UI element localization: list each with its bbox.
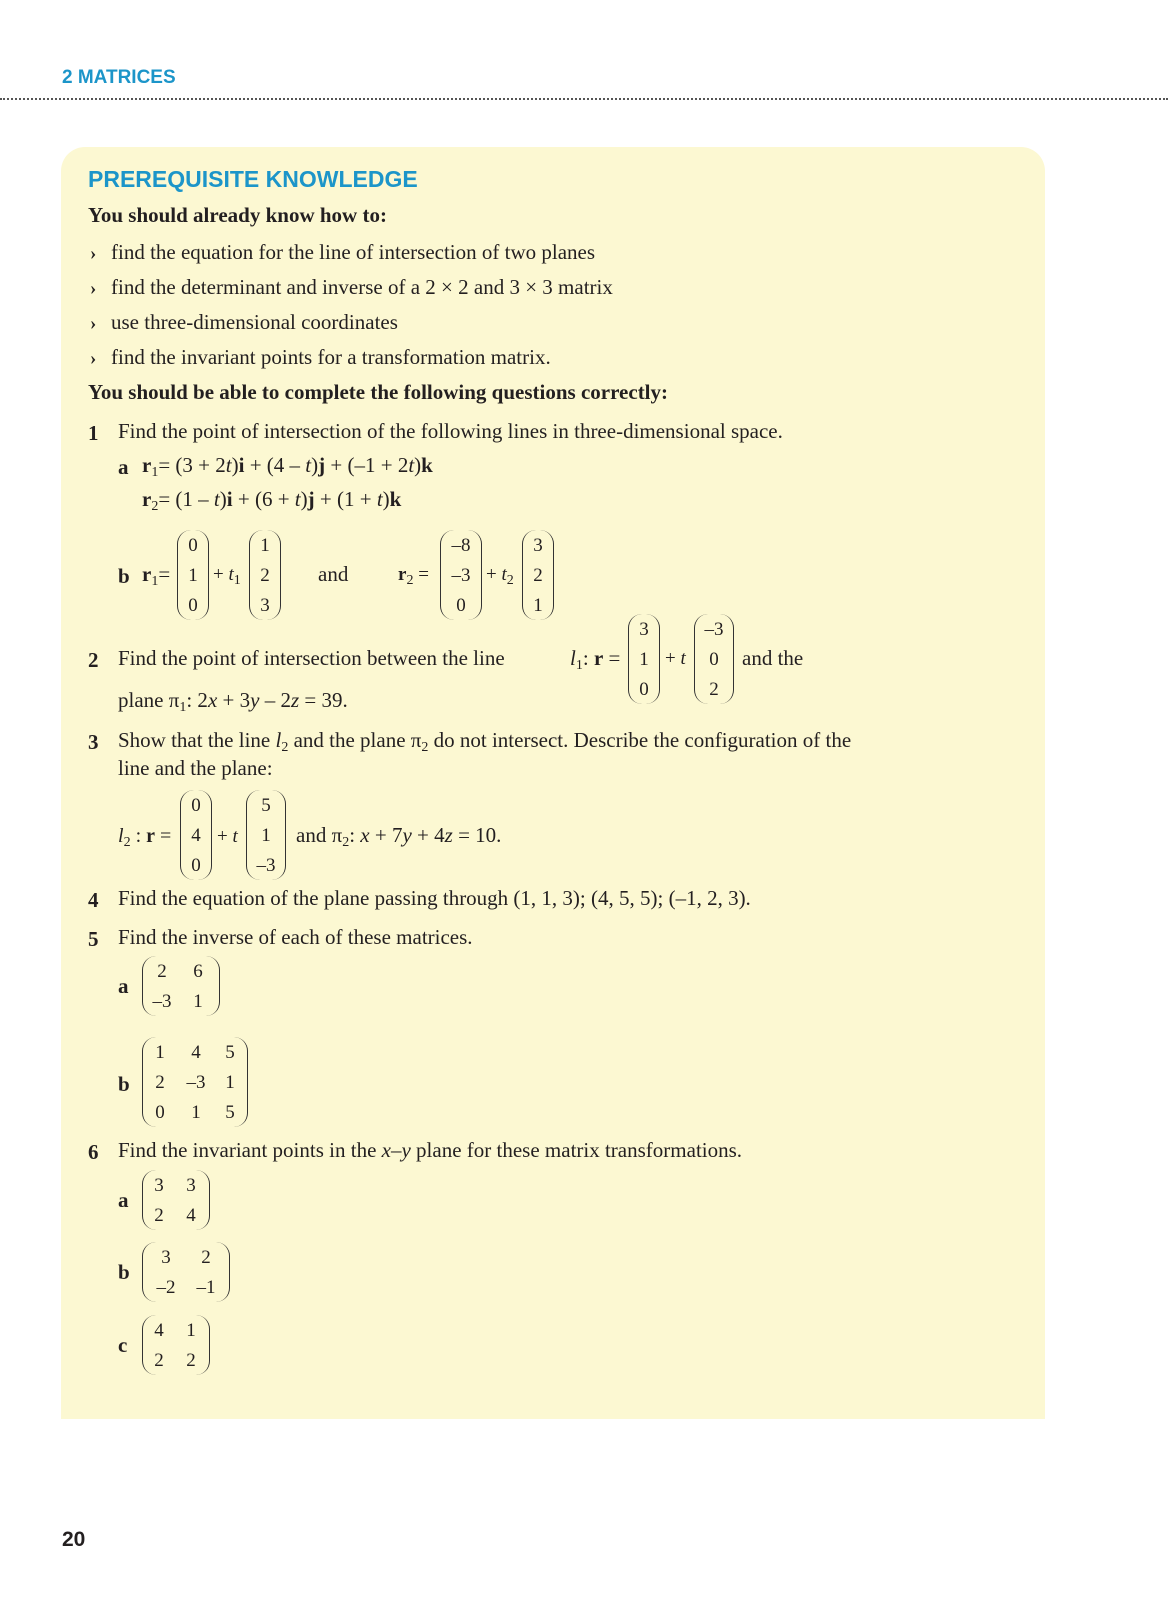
matrix-entry: –3 <box>186 1072 206 1093</box>
matrix-entry: 0 <box>709 649 719 670</box>
know-item: find the equation for the line of intersection of two planes <box>111 240 596 264</box>
matrix-entry: –2 <box>156 1277 176 1298</box>
matrix-entry: 0 <box>639 679 649 700</box>
matrix-entry: 2 <box>157 961 167 982</box>
matrix <box>142 1037 248 1127</box>
question-text-tail: and the <box>742 646 804 670</box>
matrix-entry: 0 <box>456 595 466 616</box>
matrix <box>177 530 209 620</box>
matrix-entry: –8 <box>451 535 471 556</box>
know-item: find the invariant points for a transformation matrix. <box>111 345 551 369</box>
part-label: a <box>118 455 129 479</box>
matrix-entry: 2 <box>155 1072 165 1093</box>
matrix-entry: 1 <box>225 1072 235 1093</box>
matrix-entry: 3 <box>639 619 649 640</box>
plane-pi1: plane $\pi_1$: 2x + 3y – 2z = 39. <box>118 688 348 715</box>
question-number: 1 <box>88 421 99 445</box>
questions-heading: You should be able to complete the following questions correctly: <box>88 380 669 404</box>
matrix-entry: 2 <box>201 1247 211 1268</box>
know-item: find the determinant and inverse of a 2 × 2 and 3 × 3 matrix <box>111 275 613 299</box>
vector-r1-label: $r_1=$ <box>142 562 171 589</box>
matrix-entry: 0 <box>188 595 198 616</box>
know-item: use three-dimensional coordinates <box>111 310 398 334</box>
question-number: 3 <box>88 730 99 754</box>
question-number: 4 <box>88 888 99 912</box>
question-number: 5 <box>88 927 99 951</box>
part-label: b <box>118 1260 130 1284</box>
question-text: line and the plane: <box>118 756 273 780</box>
matrix-entry: 2 <box>154 1350 164 1371</box>
matrix <box>142 956 220 1016</box>
matrix-entry: 3 <box>161 1247 171 1268</box>
matrix-entry: 6 <box>193 961 203 982</box>
line-l1-label: $l_1$: r = <box>570 646 621 673</box>
plane-pi2: and $\pi_2$: x + 7y + 4z = 10. <box>296 823 502 850</box>
box-heading: PREREQUISITE KNOWLEDGE <box>88 166 418 192</box>
part-label: c <box>118 1333 128 1357</box>
question-number: 6 <box>88 1140 99 1164</box>
matrix-entry: –3 <box>451 565 471 586</box>
matrix <box>142 1242 230 1302</box>
question-text: Find the invariant points in the x–y plane for these matrix transformations. <box>118 1138 743 1162</box>
bullet-icon: › <box>90 278 97 299</box>
matrix-entry: 1 <box>261 825 271 846</box>
matrix-entry: 1 <box>186 1320 196 1341</box>
part-label: a <box>118 1188 129 1212</box>
part-label: a <box>118 974 129 998</box>
plus-t: + t <box>665 648 686 669</box>
matrix <box>628 614 660 704</box>
matrix-entry: 4 <box>186 1205 196 1226</box>
matrix <box>142 1315 210 1375</box>
matrix-entry: 4 <box>191 825 201 846</box>
matrix-entry: 1 <box>260 535 270 556</box>
matrix-entry: 1 <box>193 991 203 1012</box>
matrix-entry: 4 <box>191 1042 201 1063</box>
question-text: Find the point of intersection between the line <box>118 646 505 670</box>
matrix-entry: 3 <box>533 535 543 556</box>
prerequisite-box <box>61 147 1045 1419</box>
matrix-entry: 2 <box>709 679 719 700</box>
matrix <box>180 790 212 880</box>
matrix-entry: –3 <box>152 991 172 1012</box>
matrix <box>246 790 286 880</box>
plus-t1: + $t_1$ <box>213 564 241 588</box>
matrix-entry: 2 <box>154 1205 164 1226</box>
vector-r2-label: $r_2$ = <box>398 564 429 588</box>
matrix <box>249 530 281 620</box>
page-number: 20 <box>62 1528 86 1551</box>
matrix-entry: 5 <box>261 795 271 816</box>
matrix-entry: 1 <box>188 565 198 586</box>
matrix <box>142 1170 210 1230</box>
matrix-entry: 0 <box>155 1102 165 1123</box>
matrix-entry: 1 <box>639 649 649 670</box>
matrix-entry: 5 <box>225 1042 235 1063</box>
matrix-entry: 0 <box>188 535 198 556</box>
matrix <box>694 614 734 704</box>
matrix-entry: 1 <box>533 595 543 616</box>
matrix-entry: 3 <box>154 1175 164 1196</box>
matrix-entry: 3 <box>260 595 270 616</box>
chapter-title: 2 MATRICES <box>62 67 176 88</box>
matrix-entry: 4 <box>154 1320 164 1341</box>
matrix-entry: –1 <box>196 1277 216 1298</box>
matrix-entry: 2 <box>260 565 270 586</box>
question-number: 2 <box>88 648 99 672</box>
bullet-icon: › <box>90 348 97 369</box>
equation-r2: $r_2= (1 - t)i + (6 + t)j + (1 + t)k$ <box>142 487 402 514</box>
matrix-entry: 5 <box>225 1102 235 1123</box>
question-text: Show that the line $l_2$ and the plane $\pi_2$ do not intersect. Describe the configuration of the <box>118 728 852 755</box>
matrix-entry: 1 <box>191 1102 201 1123</box>
matrix-entry: 2 <box>186 1350 196 1371</box>
matrix-entry: 3 <box>186 1175 196 1196</box>
matrix-entry: –3 <box>256 855 276 876</box>
question-text: Find the inverse of each of these matrices. <box>118 925 473 949</box>
matrix-entry: 1 <box>155 1042 165 1063</box>
know-heading: You should already know how to: <box>88 203 387 227</box>
equation-r1: $r_1= (3 + 2t)i + (4 - t)j + (-1 + 2t)k$ <box>142 453 433 480</box>
bullet-icon: › <box>90 243 97 264</box>
matrix-entry: –3 <box>704 619 724 640</box>
question-text: Find the equation of the plane passing through (1, 1, 3); (4, 5, 5); (–1, 2, 3). <box>118 886 751 910</box>
plus-t: + t <box>217 826 238 847</box>
question-text: Find the point of intersection of the following lines in three-dimensional space. <box>118 419 783 443</box>
matrix-entry: 0 <box>191 855 201 876</box>
matrix <box>522 530 554 620</box>
header-divider <box>0 98 1168 100</box>
matrix-entry: 0 <box>191 795 201 816</box>
line-l2-label: $l_2$ : r = <box>118 825 172 850</box>
and-text: and <box>318 562 349 586</box>
bullet-icon: › <box>90 313 97 334</box>
part-label: b <box>118 564 130 588</box>
matrix-entry: 2 <box>533 565 543 586</box>
matrix <box>440 530 482 620</box>
part-label: b <box>118 1072 130 1096</box>
plus-t2: + $t_2$ <box>486 564 514 588</box>
